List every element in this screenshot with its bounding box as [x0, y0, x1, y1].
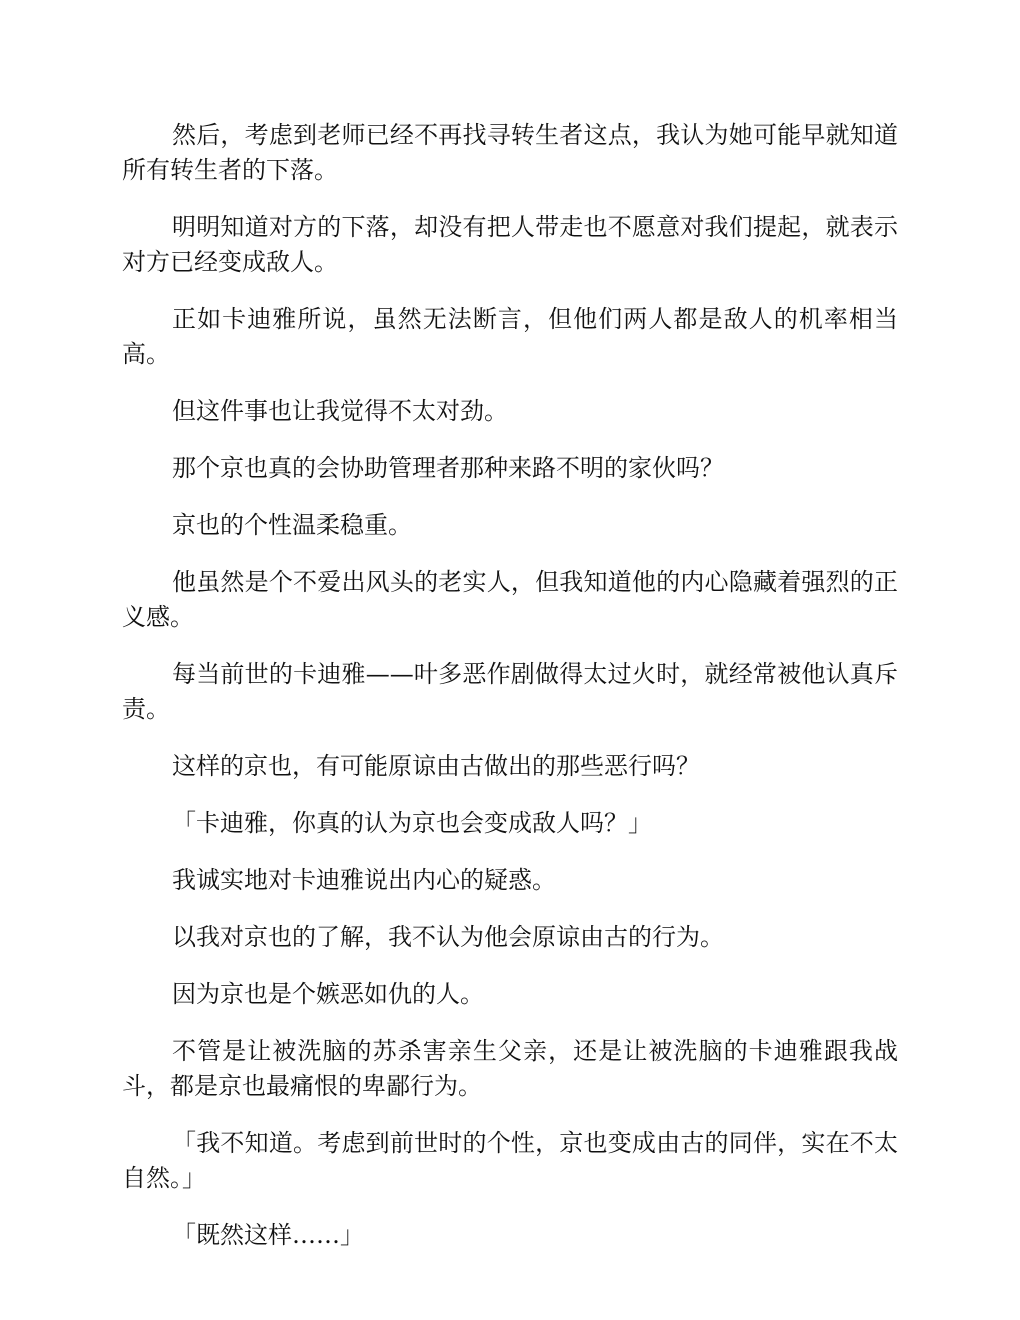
paragraph: 每当前世的卡迪雅——叶多恶作剧做得太过火时，就经常被他认真斥责。 [122, 660, 898, 723]
paragraph: 这样的京也，有可能原谅由古做出的那些恶行吗？ [172, 752, 700, 780]
dialogue-paragraph: 「我不知道。考虑到前世时的个性，京也变成由古的同伴，实在不太自然。」 [122, 1129, 898, 1192]
paragraph: 京也的个性温柔稳重。 [172, 511, 412, 539]
paragraph: 因为京也是个嫉恶如仇的人。 [172, 980, 484, 1008]
paragraph: 正如卡迪雅所说，虽然无法断言，但他们两人都是敌人的机率相当高。 [122, 305, 898, 368]
paragraph: 然后，考虑到老师已经不再找寻转生者这点，我认为她可能早就知道所有转生者的下落。 [122, 121, 898, 184]
paragraph: 以我对京也的了解，我不认为他会原谅由古的行为。 [172, 923, 724, 951]
dialogue-paragraph: 「既然这样……」 [172, 1221, 364, 1249]
dialogue-paragraph: 「卡迪雅，你真的认为京也会变成敌人吗？」 [172, 809, 652, 837]
paragraph: 明明知道对方的下落，却没有把人带走也不愿意对我们提起，就表示对方已经变成敌人。 [122, 213, 898, 276]
paragraph: 他虽然是个不爱出风头的老实人，但我知道他的内心隐藏着强烈的正义感。 [122, 568, 898, 631]
paragraph: 不管是让被洗脑的苏杀害亲生父亲，还是让被洗脑的卡迪雅跟我战斗，都是京也最痛恨的卑鄙行为。 [122, 1037, 898, 1100]
paragraph: 那个京也真的会协助管理者那种来路不明的家伙吗？ [172, 454, 724, 482]
paragraph: 我诚实地对卡迪雅说出内心的疑惑。 [172, 866, 556, 894]
text-body [122, 118, 898, 1275]
paragraph: 但这件事也让我觉得不太对劲。 [172, 397, 508, 425]
